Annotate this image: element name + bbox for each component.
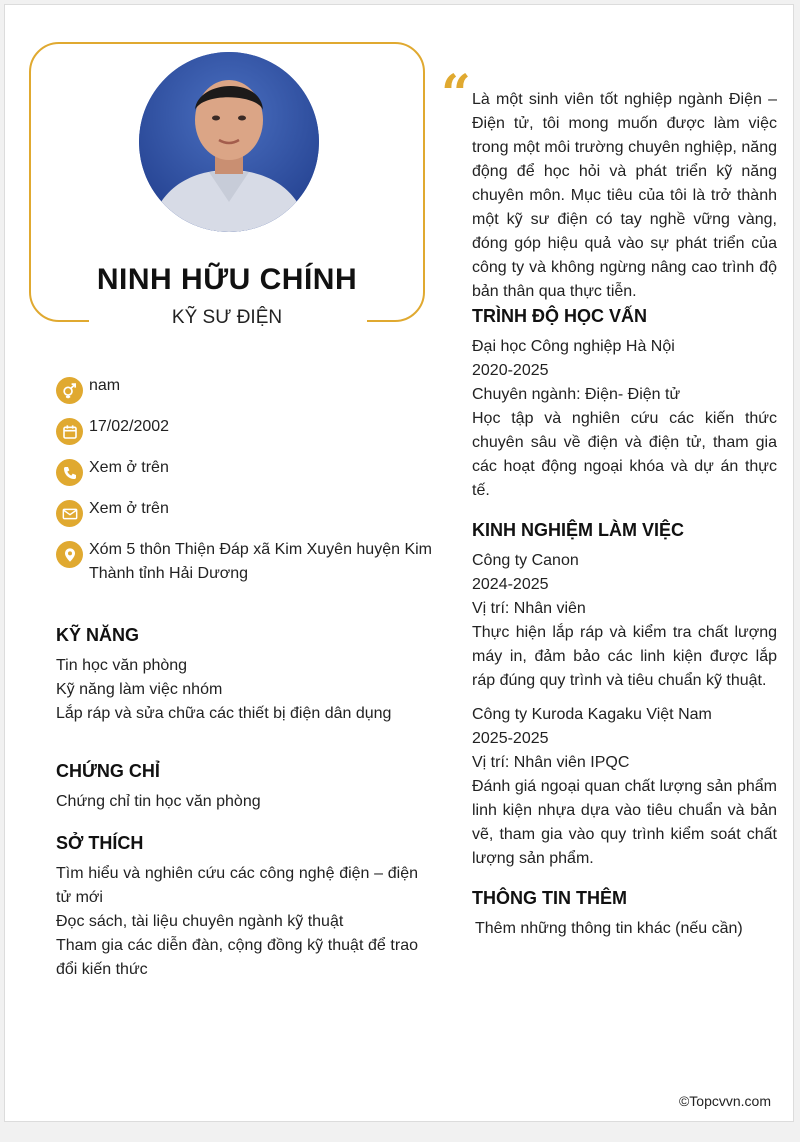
avatar (139, 52, 319, 232)
skills-section (56, 625, 418, 726)
experience-section (472, 520, 777, 881)
job-title: KỸ SƯ ĐIỆN (171, 307, 283, 328)
job-company: Công ty Kuroda Kagaku Việt Nam (472, 706, 712, 723)
skills-heading: KỸ NĂNG (56, 625, 140, 645)
contact-birthday-value: 17/02/2002 (89, 418, 170, 435)
contact-birthday (56, 419, 436, 445)
job-position: Vị trí: Nhân viên (472, 600, 586, 617)
job-company: Công ty Canon (472, 552, 579, 569)
education-section (472, 306, 777, 503)
quote-icon: “ (441, 64, 471, 125)
hobbies-heading: SỞ THÍCH (56, 833, 144, 853)
candidate-name: NINH HỮU CHÍNH (96, 263, 358, 296)
certificates-section (56, 761, 418, 814)
avatar-photo (139, 52, 319, 232)
skill-item: Kỹ năng làm việc nhóm (56, 681, 223, 698)
contact-phone (56, 460, 436, 486)
skill-item: Lắp ráp và sửa chữa các thiết bị điện dân dụng (56, 705, 392, 722)
phone-icon (56, 459, 83, 486)
job-description: Thực hiện lắp ráp và kiểm tra chất lượng máy in, đảm bảo các linh kiện được lắp ráp đúng quy trình và tiêu chuẩn kỹ thuật. (472, 624, 777, 689)
calendar-icon (56, 418, 83, 445)
job-position: Vị trí: Nhân viên IPQC (472, 754, 630, 771)
contact-list (56, 378, 436, 601)
education-heading: TRÌNH ĐỘ HỌC VẤN (472, 306, 647, 326)
contact-gender (56, 378, 436, 404)
experience-heading: KINH NGHIỆM LÀM VIỆC (472, 520, 685, 540)
additional-info-text: Thêm những thông tin khác (nếu cần) (475, 920, 743, 937)
job-period: 2024-2025 (472, 576, 549, 593)
email-icon (56, 500, 83, 527)
certificates-heading: CHỨNG CHỈ (56, 761, 160, 781)
hobby-item: Tham gia các diễn đàn, cộng đồng kỹ thuật để trao đổi kiến thức (56, 937, 418, 978)
skill-item: Tin học văn phòng (56, 657, 188, 674)
career-summary: Là một sinh viên tốt nghiệp ngành Điện – Điện tử, tôi mong muốn được làm việc trong một môi trường chuyên nghiệp, năng động để học hỏi và phát triển kỹ năng chuyên môn. Mục tiêu của tôi là trở thành một kỹ sư điện có tay nghề vững vàng, đóng góp hiệu quả vào sự phát triển của công ty và không ngừng nâng cao trình độ bản thân qua thực tiễn. (472, 91, 777, 300)
job-description: Đánh giá ngoại quan chất lượng sản phẩm linh kiện nhựa dựa vào tiêu chuẩn và bản vẽ, tham gia vào quy trình kiểm soát chất lượng sản phẩm. (472, 778, 777, 867)
footer-copyright: ©Topcvvn.com (678, 1093, 771, 1109)
contact-address-value: Xóm 5 thôn Thiện Đáp xã Kim Xuyên huyện Kim Thành tỉnh Hải Dương (89, 541, 432, 582)
job-period: 2025-2025 (472, 730, 549, 747)
additional-info-section (472, 888, 777, 941)
education-period: 2020-2025 (472, 362, 549, 379)
contact-email-value: Xem ở trên (89, 500, 169, 517)
education-description: Học tập và nghiên cứu các kiến thức chuyên sâu về điện và điện tử, tham gia các hoạt động ngoại khóa và dự án thực tế. (472, 410, 777, 499)
education-major: Chuyên ngành: Điện- Điện tử (472, 386, 681, 403)
job-entry (472, 703, 777, 871)
location-icon (56, 541, 83, 568)
hobby-item: Đọc sách, tài liệu chuyên ngành kỹ thuật (56, 913, 344, 930)
contact-address (56, 542, 436, 586)
job-entry (472, 549, 777, 693)
gender-icon (56, 377, 83, 404)
hobbies-section (56, 833, 418, 982)
hobby-item: Tìm hiểu và nghiên cứu các công nghệ điện – điện tử mới (56, 865, 418, 906)
cv-page (4, 4, 794, 1122)
certificate-item: Chứng chỉ tin học văn phòng (56, 793, 261, 810)
contact-email (56, 501, 436, 527)
additional-info-heading: THÔNG TIN THÊM (472, 888, 627, 908)
education-school: Đại học Công nghiệp Hà Nội (472, 338, 675, 355)
contact-phone-value: Xem ở trên (89, 459, 169, 476)
contact-gender-value: nam (89, 377, 121, 394)
